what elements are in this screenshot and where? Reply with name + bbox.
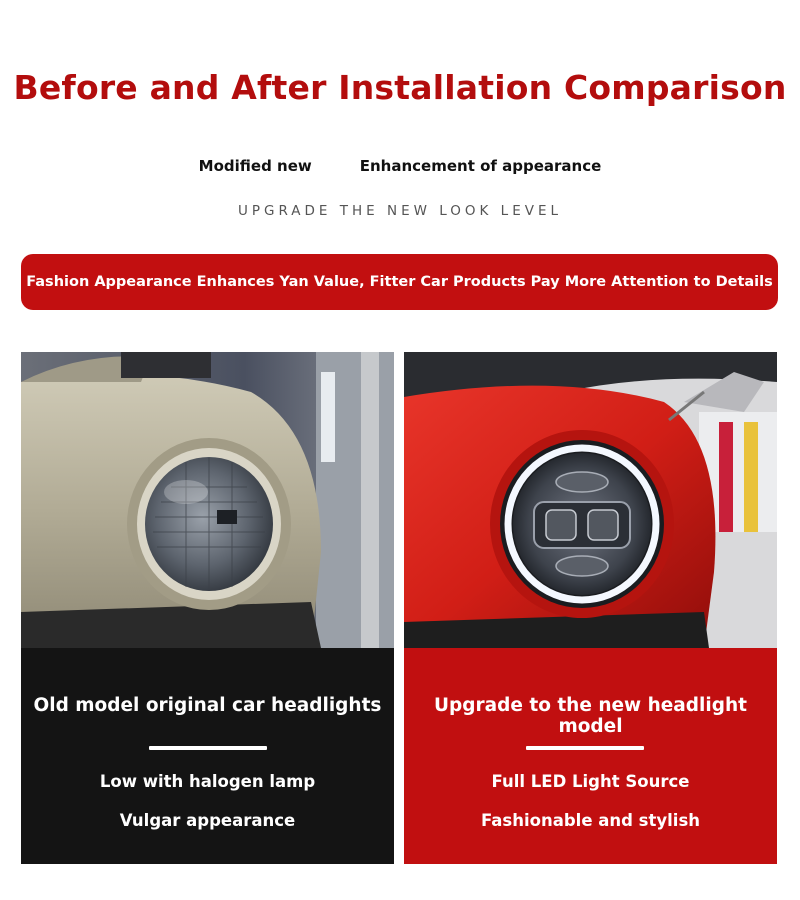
feature-banner — [21, 254, 778, 310]
page-subtitle: UPGRADE THE NEW LOOK LEVEL — [237, 203, 563, 219]
feature-tags — [0, 157, 800, 175]
tag-enhancement: Enhancement of appearance — [359, 157, 602, 175]
after-feature-2: Fashionable and stylish — [480, 811, 701, 830]
page-title: Before and After Installation Comparison — [13, 68, 787, 107]
after-feature-1: Full LED Light Source — [491, 772, 690, 791]
banner-text: Fashion Appearance Enhances Yan Value, Fitter Car Products Pay More Attention to Details — [26, 274, 773, 290]
tag-modified-new: Modified new — [198, 157, 312, 175]
before-panel — [21, 648, 394, 864]
before-feature-2: Vulgar appearance — [119, 811, 296, 830]
before-title: Old model original car headlights — [33, 695, 382, 716]
after-title: Upgrade to the new headlight model — [434, 695, 747, 737]
old-headlight-illustration — [21, 352, 394, 648]
before-feature-1: Low with halogen lamp — [99, 772, 316, 791]
led-headlight-illustration — [404, 352, 777, 648]
after-panel — [404, 648, 777, 864]
before-car-photo — [21, 352, 394, 648]
after-divider — [526, 746, 644, 750]
before-divider — [149, 746, 267, 750]
after-car-photo — [404, 352, 777, 648]
